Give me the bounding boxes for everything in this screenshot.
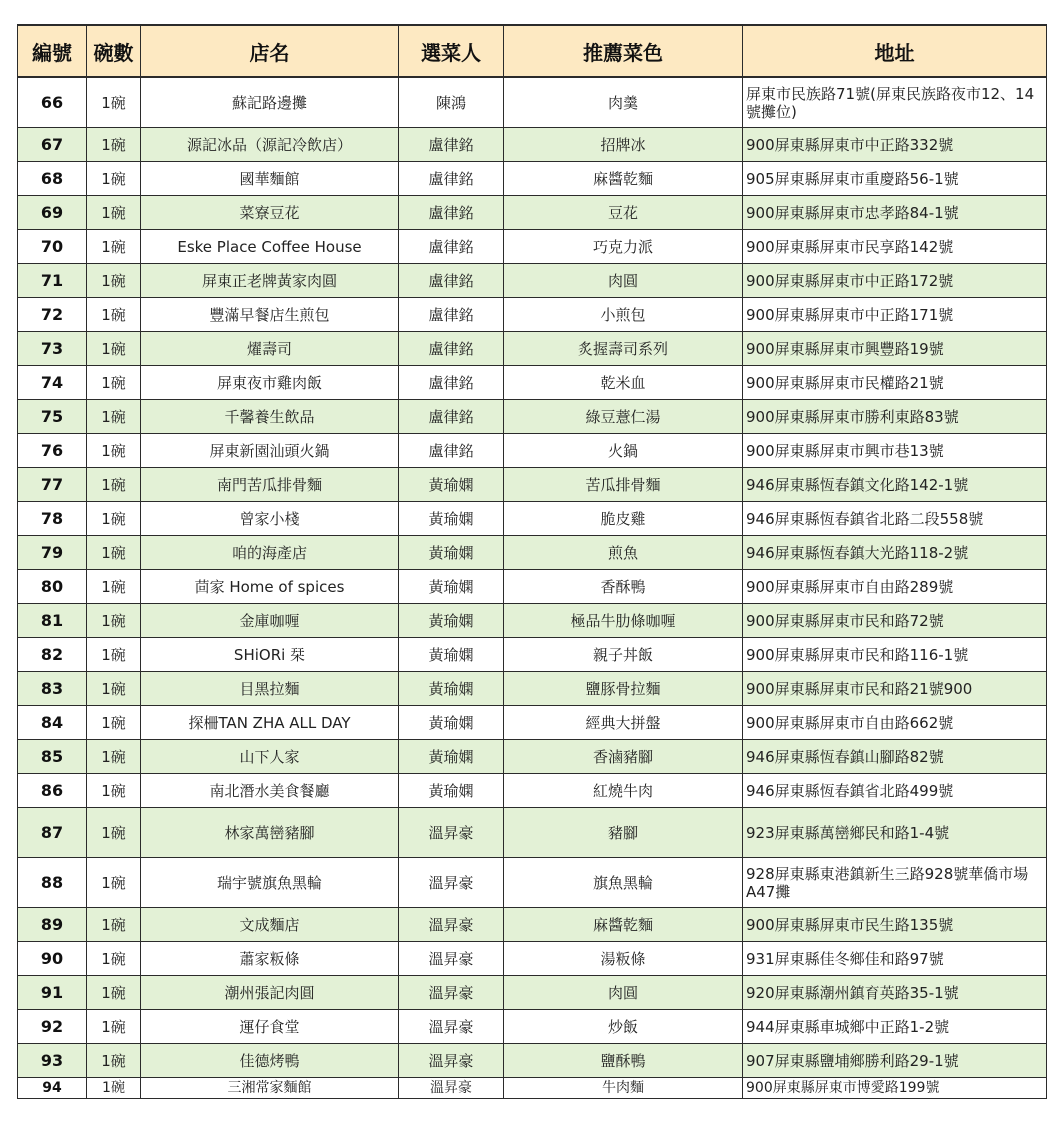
row-bowls: 1碗 — [87, 366, 141, 400]
row-address: 900屏東縣屏東市民權路21號 — [743, 366, 1047, 400]
row-address: 946屏東縣恆春鎮文化路142-1號 — [743, 468, 1047, 502]
row-dish: 苦瓜排骨麵 — [504, 468, 743, 502]
header-bowls: 碗數 — [87, 25, 141, 77]
table-row — [18, 672, 1047, 706]
row-number: 76 — [18, 434, 87, 468]
row-picker: 黃瑜嫻 — [399, 570, 504, 604]
row-picker: 溫昇豪 — [399, 808, 504, 858]
table-row — [18, 332, 1047, 366]
row-number: 91 — [18, 976, 87, 1010]
row-address: 946屏東縣恆春鎮山腳路82號 — [743, 740, 1047, 774]
row-picker: 溫昇豪 — [399, 976, 504, 1010]
row-shop-name: 佳德烤鴨 — [141, 1044, 399, 1078]
row-address: 946屏東縣恆春鎮大光路118-2號 — [743, 536, 1047, 570]
row-picker: 陳鴻 — [399, 77, 504, 128]
table-row — [18, 908, 1047, 942]
table-row — [18, 196, 1047, 230]
row-dish: 肉圓 — [504, 264, 743, 298]
row-shop-name: 燿壽司 — [141, 332, 399, 366]
row-bowls: 1碗 — [87, 672, 141, 706]
row-bowls: 1碗 — [87, 77, 141, 128]
row-dish: 經典大拼盤 — [504, 706, 743, 740]
table-row — [18, 1078, 1047, 1099]
row-picker: 黃瑜嫻 — [399, 468, 504, 502]
row-shop-name: SHiORi 栞 — [141, 638, 399, 672]
row-shop-name: 三湘常家麵館 — [141, 1078, 399, 1099]
row-number: 67 — [18, 128, 87, 162]
row-shop-name: 文成麵店 — [141, 908, 399, 942]
row-picker: 溫昇豪 — [399, 858, 504, 908]
table-row — [18, 434, 1047, 468]
row-dish: 豬腳 — [504, 808, 743, 858]
row-picker: 黃瑜嫻 — [399, 536, 504, 570]
row-bowls: 1碗 — [87, 400, 141, 434]
table-row — [18, 264, 1047, 298]
row-shop-name: 林家萬巒豬腳 — [141, 808, 399, 858]
row-picker: 溫昇豪 — [399, 942, 504, 976]
row-shop-name: 千馨養生飲品 — [141, 400, 399, 434]
row-dish: 紅燒牛肉 — [504, 774, 743, 808]
row-bowls: 1碗 — [87, 264, 141, 298]
row-dish: 炒飯 — [504, 1010, 743, 1044]
table-row — [18, 976, 1047, 1010]
row-number: 83 — [18, 672, 87, 706]
row-number: 81 — [18, 604, 87, 638]
row-shop-name: 菜寮豆花 — [141, 196, 399, 230]
table-row — [18, 77, 1047, 128]
row-dish: 香滷豬腳 — [504, 740, 743, 774]
restaurant-table-container — [17, 24, 1046, 1099]
row-address: 900屏東縣屏東市勝利東路83號 — [743, 400, 1047, 434]
row-number: 73 — [18, 332, 87, 366]
table-body — [18, 77, 1047, 1099]
row-bowls: 1碗 — [87, 570, 141, 604]
row-address: 931屏東縣佳冬鄉佳和路97號 — [743, 942, 1047, 976]
header-shop-name: 店名 — [141, 25, 399, 77]
row-shop-name: 蕭家粄條 — [141, 942, 399, 976]
table-row — [18, 638, 1047, 672]
row-picker: 盧律銘 — [399, 332, 504, 366]
table-row — [18, 808, 1047, 858]
row-number: 86 — [18, 774, 87, 808]
row-bowls: 1碗 — [87, 230, 141, 264]
row-picker: 盧律銘 — [399, 298, 504, 332]
row-bowls: 1碗 — [87, 740, 141, 774]
row-number: 66 — [18, 77, 87, 128]
row-dish: 綠豆薏仁湯 — [504, 400, 743, 434]
row-dish: 牛肉麵 — [504, 1078, 743, 1099]
row-bowls: 1碗 — [87, 162, 141, 196]
row-address: 900屏東縣屏東市民生路135號 — [743, 908, 1047, 942]
row-dish: 鹽酥鴨 — [504, 1044, 743, 1078]
row-picker: 溫昇豪 — [399, 1078, 504, 1099]
row-bowls: 1碗 — [87, 1078, 141, 1099]
row-shop-name: 國華麵館 — [141, 162, 399, 196]
row-number: 94 — [18, 1078, 87, 1099]
table-row — [18, 400, 1047, 434]
table-row — [18, 604, 1047, 638]
row-address: 923屏東縣萬巒鄉民和路1-4號 — [743, 808, 1047, 858]
row-address: 900屏東縣屏東市中正路332號 — [743, 128, 1047, 162]
row-shop-name: 屏東夜市雞肉飯 — [141, 366, 399, 400]
row-address: 900屏東縣屏東市民和路72號 — [743, 604, 1047, 638]
row-shop-name: 潮州張記肉圓 — [141, 976, 399, 1010]
row-number: 90 — [18, 942, 87, 976]
row-bowls: 1碗 — [87, 502, 141, 536]
row-picker: 黃瑜嫻 — [399, 774, 504, 808]
row-picker: 盧律銘 — [399, 434, 504, 468]
row-number: 77 — [18, 468, 87, 502]
table-row — [18, 162, 1047, 196]
table-row — [18, 298, 1047, 332]
row-shop-name: 山下人家 — [141, 740, 399, 774]
row-number: 72 — [18, 298, 87, 332]
row-bowls: 1碗 — [87, 536, 141, 570]
row-shop-name: Eske Place Coffee House — [141, 230, 399, 264]
row-picker: 黃瑜嫻 — [399, 604, 504, 638]
row-address: 900屏東縣屏東市自由路289號 — [743, 570, 1047, 604]
row-shop-name: 目黑拉麵 — [141, 672, 399, 706]
row-number: 69 — [18, 196, 87, 230]
row-shop-name: 屏東正老牌黃家肉圓 — [141, 264, 399, 298]
row-bowls: 1碗 — [87, 332, 141, 366]
row-dish: 麻醬乾麵 — [504, 908, 743, 942]
table-row — [18, 536, 1047, 570]
row-picker: 盧律銘 — [399, 196, 504, 230]
row-dish: 煎魚 — [504, 536, 743, 570]
row-bowls: 1碗 — [87, 1010, 141, 1044]
table-row — [18, 942, 1047, 976]
row-shop-name: 豐滿早餐店生煎包 — [141, 298, 399, 332]
row-dish: 麻醬乾麵 — [504, 162, 743, 196]
row-picker: 溫昇豪 — [399, 1010, 504, 1044]
row-address: 900屏東縣屏東市民和路116-1號 — [743, 638, 1047, 672]
row-address: 900屏東縣屏東市博愛路199號 — [743, 1078, 1047, 1099]
row-dish: 火鍋 — [504, 434, 743, 468]
row-address: 920屏東縣潮州鎮育英路35-1號 — [743, 976, 1047, 1010]
row-address: 946屏東縣恆春鎮省北路二段558號 — [743, 502, 1047, 536]
row-picker: 盧律銘 — [399, 128, 504, 162]
row-shop-name: 源記冰品（源記冷飲店） — [141, 128, 399, 162]
row-picker: 盧律銘 — [399, 264, 504, 298]
row-dish: 招牌冰 — [504, 128, 743, 162]
table-row — [18, 366, 1047, 400]
row-number: 87 — [18, 808, 87, 858]
row-address: 900屏東縣屏東市興豐路19號 — [743, 332, 1047, 366]
row-dish: 炙握壽司系列 — [504, 332, 743, 366]
row-bowls: 1碗 — [87, 434, 141, 468]
row-picker: 黃瑜嫻 — [399, 638, 504, 672]
row-bowls: 1碗 — [87, 638, 141, 672]
row-bowls: 1碗 — [87, 468, 141, 502]
row-dish: 豆花 — [504, 196, 743, 230]
row-address: 屏東市民族路71號(屏東民族路夜市12、14號攤位) — [743, 77, 1047, 128]
table-row — [18, 1044, 1047, 1078]
row-address: 900屏東縣屏東市中正路172號 — [743, 264, 1047, 298]
row-bowls: 1碗 — [87, 942, 141, 976]
row-dish: 肉羹 — [504, 77, 743, 128]
row-picker: 黃瑜嫻 — [399, 706, 504, 740]
row-shop-name: 南門苦瓜排骨麵 — [141, 468, 399, 502]
row-picker: 溫昇豪 — [399, 1044, 504, 1078]
table-row — [18, 774, 1047, 808]
row-bowls: 1碗 — [87, 908, 141, 942]
row-number: 89 — [18, 908, 87, 942]
row-shop-name: 瑞宇號旗魚黑輪 — [141, 858, 399, 908]
row-address: 900屏東縣屏東市民和路21號900 — [743, 672, 1047, 706]
row-number: 84 — [18, 706, 87, 740]
table-row — [18, 1010, 1047, 1044]
row-bowls: 1碗 — [87, 128, 141, 162]
row-bowls: 1碗 — [87, 604, 141, 638]
row-dish: 旗魚黑輪 — [504, 858, 743, 908]
table-row — [18, 858, 1047, 908]
header-number: 編號 — [18, 25, 87, 77]
row-number: 75 — [18, 400, 87, 434]
row-bowls: 1碗 — [87, 298, 141, 332]
row-shop-name: 運仔食堂 — [141, 1010, 399, 1044]
row-picker: 溫昇豪 — [399, 908, 504, 942]
row-number: 85 — [18, 740, 87, 774]
row-number: 88 — [18, 858, 87, 908]
row-shop-name: 茴家 Home of spices — [141, 570, 399, 604]
row-address: 905屏東縣屏東市重慶路56-1號 — [743, 162, 1047, 196]
row-picker: 盧律銘 — [399, 162, 504, 196]
row-number: 80 — [18, 570, 87, 604]
row-address: 946屏東縣恆春鎮省北路499號 — [743, 774, 1047, 808]
row-shop-name: 蘇記路邊攤 — [141, 77, 399, 128]
table-row — [18, 128, 1047, 162]
row-address: 900屏東縣屏東市自由路662號 — [743, 706, 1047, 740]
row-number: 78 — [18, 502, 87, 536]
restaurant-table — [17, 24, 1047, 1099]
row-number: 79 — [18, 536, 87, 570]
row-number: 74 — [18, 366, 87, 400]
row-shop-name: 探柵TAN ZHA ALL DAY — [141, 706, 399, 740]
table-row — [18, 740, 1047, 774]
table-row — [18, 706, 1047, 740]
row-picker: 黃瑜嫻 — [399, 740, 504, 774]
row-dish: 親子丼飯 — [504, 638, 743, 672]
row-number: 70 — [18, 230, 87, 264]
row-dish: 鹽豚骨拉麵 — [504, 672, 743, 706]
row-bowls: 1碗 — [87, 1044, 141, 1078]
row-dish: 巧克力派 — [504, 230, 743, 264]
row-bowls: 1碗 — [87, 808, 141, 858]
row-picker: 黃瑜嫻 — [399, 502, 504, 536]
row-number: 71 — [18, 264, 87, 298]
row-address: 928屏東縣東港鎮新生三路928號華僑市場A47攤 — [743, 858, 1047, 908]
row-picker: 盧律銘 — [399, 366, 504, 400]
row-bowls: 1碗 — [87, 196, 141, 230]
row-address: 900屏東縣屏東市興市巷13號 — [743, 434, 1047, 468]
row-bowls: 1碗 — [87, 858, 141, 908]
row-dish: 脆皮雞 — [504, 502, 743, 536]
row-dish: 湯粄條 — [504, 942, 743, 976]
row-address: 900屏東縣屏東市忠孝路84-1號 — [743, 196, 1047, 230]
table-row — [18, 230, 1047, 264]
row-picker: 盧律銘 — [399, 400, 504, 434]
row-bowls: 1碗 — [87, 774, 141, 808]
header-picker: 選菜人 — [399, 25, 504, 77]
table-row — [18, 468, 1047, 502]
row-number: 68 — [18, 162, 87, 196]
row-dish: 極品牛肋條咖喱 — [504, 604, 743, 638]
row-address: 944屏東縣車城鄉中正路1-2號 — [743, 1010, 1047, 1044]
row-bowls: 1碗 — [87, 706, 141, 740]
row-address: 900屏東縣屏東市中正路171號 — [743, 298, 1047, 332]
row-shop-name: 南北潛水美食餐廳 — [141, 774, 399, 808]
row-shop-name: 曾家小棧 — [141, 502, 399, 536]
row-dish: 香酥鴨 — [504, 570, 743, 604]
row-address: 900屏東縣屏東市民享路142號 — [743, 230, 1047, 264]
row-number: 82 — [18, 638, 87, 672]
row-number: 92 — [18, 1010, 87, 1044]
row-picker: 盧律銘 — [399, 230, 504, 264]
row-dish: 小煎包 — [504, 298, 743, 332]
row-number: 93 — [18, 1044, 87, 1078]
row-shop-name: 金庫咖喱 — [141, 604, 399, 638]
header-address: 地址 — [743, 25, 1047, 77]
table-row — [18, 502, 1047, 536]
row-bowls: 1碗 — [87, 976, 141, 1010]
header-recommended-dish: 推薦菜色 — [504, 25, 743, 77]
table-header-row — [18, 25, 1047, 77]
row-shop-name: 屏東新園汕頭火鍋 — [141, 434, 399, 468]
table-row — [18, 570, 1047, 604]
row-dish: 乾米血 — [504, 366, 743, 400]
row-dish: 肉圓 — [504, 976, 743, 1010]
row-picker: 黃瑜嫻 — [399, 672, 504, 706]
row-shop-name: 咱的海產店 — [141, 536, 399, 570]
row-address: 907屏東縣鹽埔鄉勝利路29-1號 — [743, 1044, 1047, 1078]
